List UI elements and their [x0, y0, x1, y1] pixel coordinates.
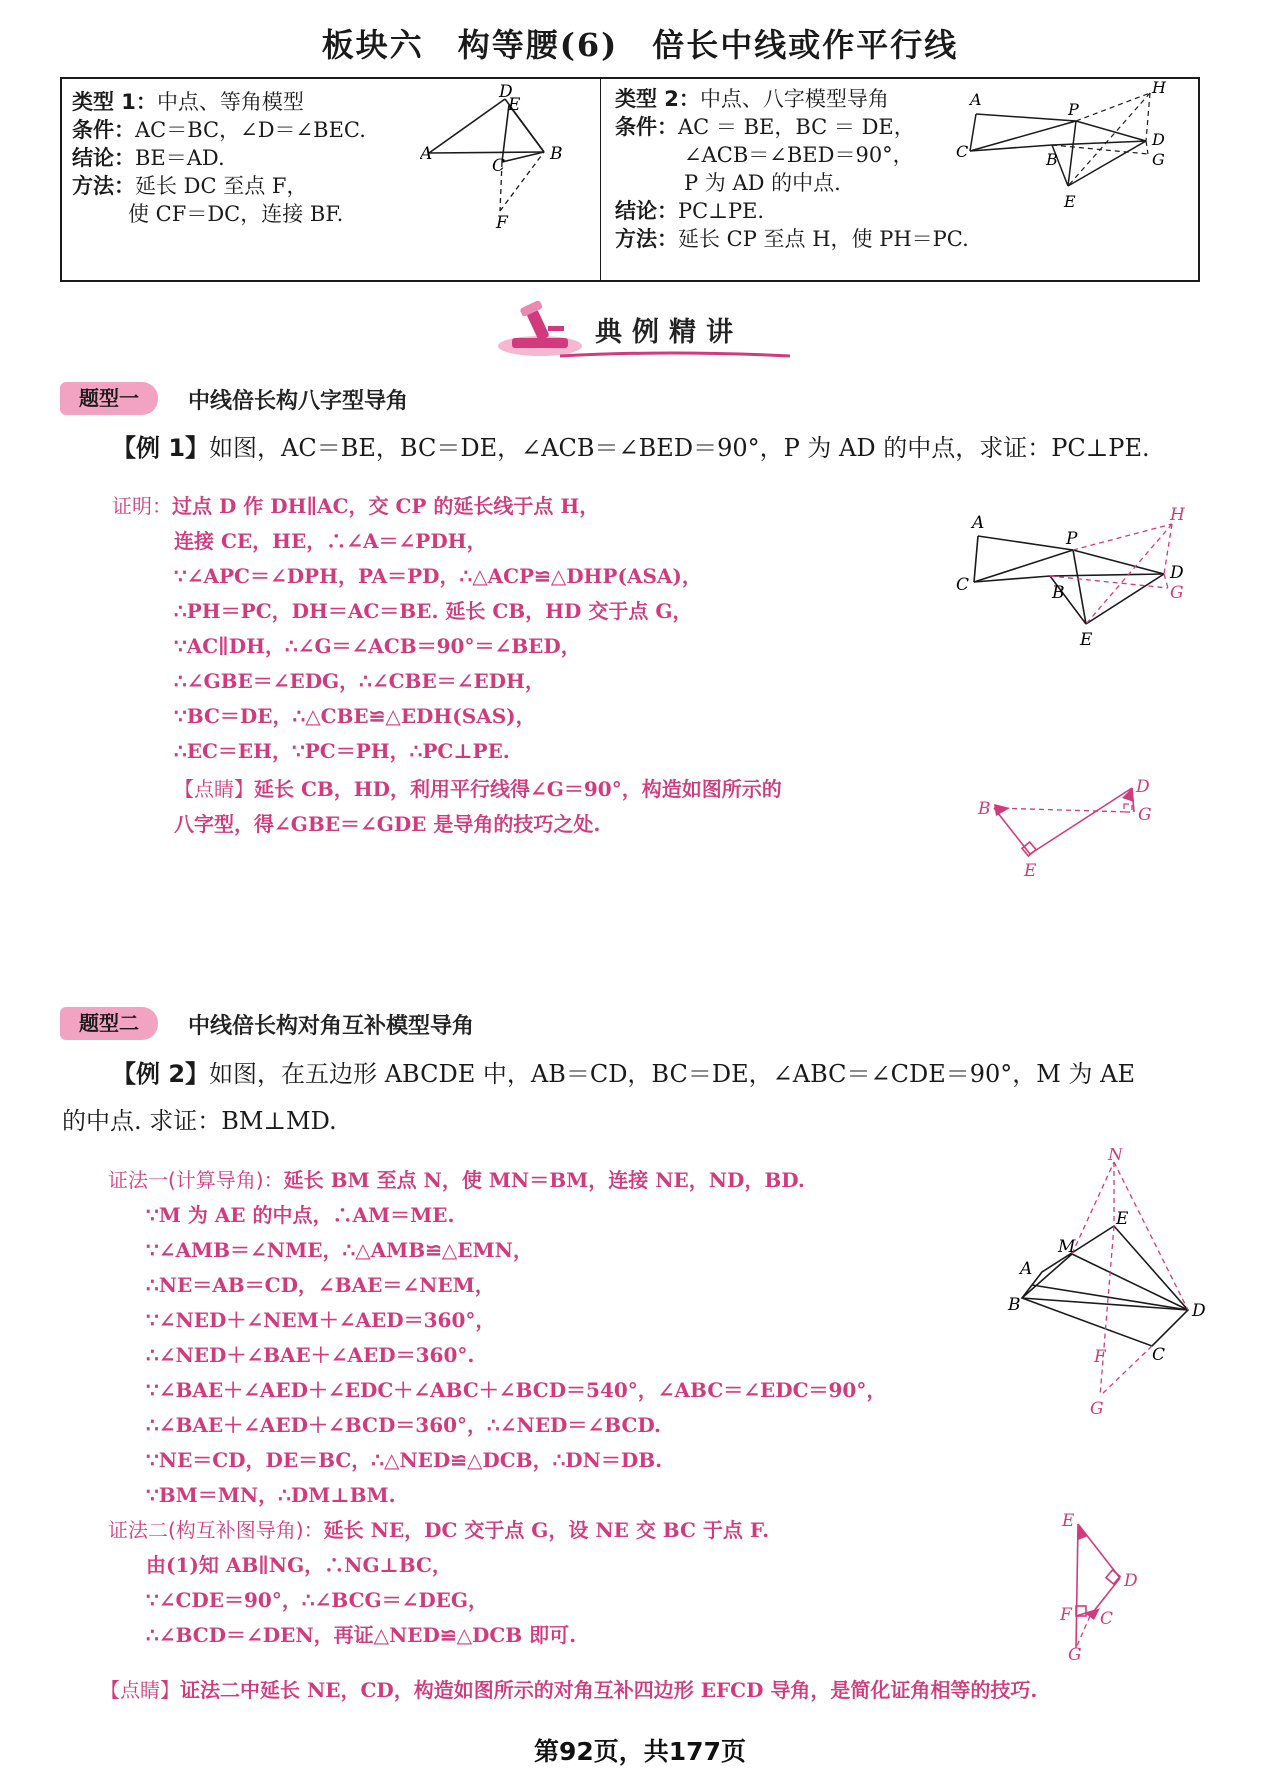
type2-tag: 题型二	[60, 1007, 158, 1040]
page-footer: 第92页，共177页	[534, 1737, 746, 1766]
label-B: B	[1052, 583, 1065, 603]
label-B: B	[978, 799, 991, 819]
label-H: H	[1170, 505, 1185, 525]
label-G: G	[1138, 805, 1152, 825]
page-title: 板块六 构等腰(6) 倍长中线或作平行线	[321, 26, 959, 64]
ex2-proof1-line-4: ∴NE＝AB＝CD，∠BAE＝∠NEM，	[146, 1273, 495, 1297]
label-P: P	[1068, 100, 1079, 119]
label-A: A	[1020, 1259, 1033, 1279]
label-E: E	[1062, 1511, 1075, 1531]
example1-question: 【例 1】如图，AC＝BE，BC＝DE，∠ACB＝∠BED＝90°，P 为 AD 的中点，求证：PC⊥PE.	[112, 434, 1150, 462]
label-E: E	[1080, 630, 1093, 650]
box-divider	[600, 79, 601, 280]
model-summary-box	[60, 77, 1200, 282]
ex2-proof1-line-1: 证法一(计算导角)：延长 BM 至点 N，使 MN＝BM，连接 NE，ND，BD.	[108, 1168, 805, 1192]
ex2-proof2-line-1: 证法二(构互补图导角)：延长 NE，DC 交于点 G，设 NE 交 BC 于点 F.	[108, 1518, 770, 1542]
label-A: A	[420, 144, 433, 164]
label-D: D	[499, 83, 513, 102]
box-right-line-2: 条件：AC ＝ BE，BC ＝ DE，	[615, 115, 915, 139]
label-E: E	[1116, 1209, 1129, 1229]
ex1-proof-line-3: ∵∠APC＝∠DPH，PA＝PD，∴△ACP≌△DHP(ASA)，	[174, 564, 702, 588]
example2-main-figure	[1004, 1148, 1214, 1418]
ex1-proof-line-2: 连接 CE，HE，∴∠A＝∠PDH，	[174, 529, 487, 553]
ex2-proof2-line-2: 由(1)知 AB∥NG，∴NG⊥BC，	[146, 1553, 452, 1577]
ex2-proof1-line-5: ∵∠NED＋∠NEM＋∠AED＝360°，	[146, 1308, 496, 1332]
label-C: C	[1100, 1609, 1114, 1629]
ex1-proof-line-7: ∵BC＝DE，∴△CBE≌△EDH(SAS)，	[174, 704, 536, 728]
box-left-line-3: 结论：BE＝AD.	[72, 146, 225, 170]
label-F: F	[496, 213, 508, 233]
ex1-proof-line-8: ∴EC＝EH，∵PC＝PH，∴PC⊥PE.	[174, 739, 510, 763]
ex2-proof1-line-7: ∵∠BAE＋∠AED＋∠EDC＋∠ABC＋∠BCD＝540°，∠ABC＝∠EDC＝90°，	[146, 1378, 887, 1402]
section-heading-text: 典例精讲	[595, 317, 743, 348]
label-B: B	[550, 144, 563, 164]
box-left-line-5: 使 CF＝DC，连接 BF.	[128, 202, 344, 226]
example2-question-line-1: 【例 2】如图，在五边形 ABCDE 中，AB＝CD，BC＝DE，∠ABC＝∠CDE＝90°，M 为 AE	[112, 1060, 1135, 1088]
ex1-note-line-2: 八字型，得∠GBE＝∠GDE 是导角的技巧之处.	[174, 812, 601, 836]
ex2-proof1-line-6: ∴∠NED＋∠BAE＋∠AED＝360°.	[146, 1343, 475, 1367]
label-F: F	[1060, 1605, 1072, 1625]
ex2-proof1-line-2: ∵M 为 AE 的中点，∴AM＝ME.	[146, 1203, 455, 1227]
label-G: G	[1152, 150, 1165, 169]
figure-type1-diagram	[420, 83, 590, 233]
section-heading	[490, 298, 790, 364]
label-P: P	[1066, 529, 1078, 549]
example2-small-figure	[1056, 1510, 1176, 1660]
box-left-line-2: 条件：AC＝BC，∠D＝∠BEC.	[72, 118, 366, 142]
label-F: F	[1094, 1347, 1106, 1367]
type1-tag: 题型一	[60, 382, 158, 415]
ex1-proof-line-5: ∵AC∥DH，∴∠G＝∠ACB＝90°＝∠BED，	[174, 634, 581, 658]
label-H: H	[1152, 81, 1166, 97]
label-G: G	[1068, 1645, 1082, 1660]
ex2-proof1-line-10: ∵BM＝MN，∴DM⊥BM.	[146, 1483, 396, 1507]
ex1-proof-line-6: ∴∠GBE＝∠EDG，∴∠CBE＝∠EDH，	[174, 669, 545, 693]
label-C: C	[1152, 1345, 1166, 1365]
label-M: M	[1058, 1237, 1076, 1257]
label-B: B	[1008, 1295, 1021, 1315]
box-right-line-6: 方法：延长 CP 至点 H，使 PH＝PC.	[615, 227, 969, 251]
ex2-proof2-line-3: ∵∠CDE＝90°，∴∠BCG＝∠DEG，	[146, 1588, 489, 1612]
box-left-line-1: 类型 1：中点、等角模型	[72, 90, 304, 114]
ex1-proof-line-1: 证明：过点 D 作 DH∥AC，交 CP 的延长线于点 H，	[112, 494, 600, 518]
figure-type2-diagram	[956, 81, 1186, 221]
ex2-proof1-line-9: ∵NE＝CD，DE＝BC，∴△NED≌△DCB，∴DN＝DB.	[146, 1448, 663, 1472]
box-right-line-5: 结论：PC⊥PE.	[615, 199, 765, 223]
label-C: C	[956, 575, 970, 595]
label-E: E	[508, 95, 521, 115]
ex1-proof-line-4: ∴PH＝PC，DH＝AC＝BE. 延长 CB，HD 交于点 G，	[174, 599, 693, 623]
label-A: A	[970, 90, 982, 109]
label-G: G	[1170, 583, 1184, 603]
example2-question-line-2: 的中点. 求证：BM⊥MD.	[62, 1107, 337, 1135]
label-D: D	[1192, 1301, 1206, 1321]
label-E: E	[1064, 192, 1076, 211]
example1-main-figure	[952, 502, 1192, 652]
label-C: C	[492, 156, 506, 176]
box-right-line-4: P 为 AD 的中点.	[684, 171, 841, 195]
box-right-line-1: 类型 2：中点、八字模型导角	[615, 87, 889, 111]
label-D: D	[1124, 1571, 1138, 1591]
label-D: D	[1152, 130, 1165, 149]
label-B: B	[1046, 150, 1058, 169]
ex1-note-line-1: 【点睛】延长 CB，HD，利用平行线得∠G＝90°，构造如图所示的	[174, 777, 782, 801]
ex2-proof1-line-8: ∴∠BAE＋∠AED＋∠BCD＝360°，∴∠NED＝∠BCD.	[146, 1413, 661, 1437]
label-D: D	[1170, 563, 1184, 583]
box-right-line-3: ∠ACB＝∠BED＝90°，	[684, 143, 914, 167]
example1-small-figure	[972, 772, 1172, 882]
type2-title: 中线倍长构对角互补模型导角	[188, 1014, 475, 1039]
label-C: C	[956, 142, 969, 161]
ex2-proof1-line-3: ∵∠AMB＝∠NME，∴△AMB≌△EMN，	[146, 1238, 533, 1262]
label-N: N	[1108, 1148, 1123, 1165]
ex2-note: 【点睛】证法二中延长 NE，CD，构造如图所示的对角互补四边形 EFCD 导角，是简化证角相等的技巧.	[100, 1678, 1038, 1702]
label-A: A	[972, 513, 985, 533]
label-G: G	[1090, 1399, 1104, 1418]
label-E: E	[1024, 861, 1037, 881]
box-left-line-4: 方法：延长 DC 至点 F，	[72, 174, 308, 198]
ex2-proof2-line-4: ∴∠BCD＝∠DEN，再证△NED≌△DCB 即可.	[146, 1623, 577, 1647]
type1-title: 中线倍长构八字型导角	[188, 389, 409, 414]
label-D: D	[1136, 777, 1150, 797]
